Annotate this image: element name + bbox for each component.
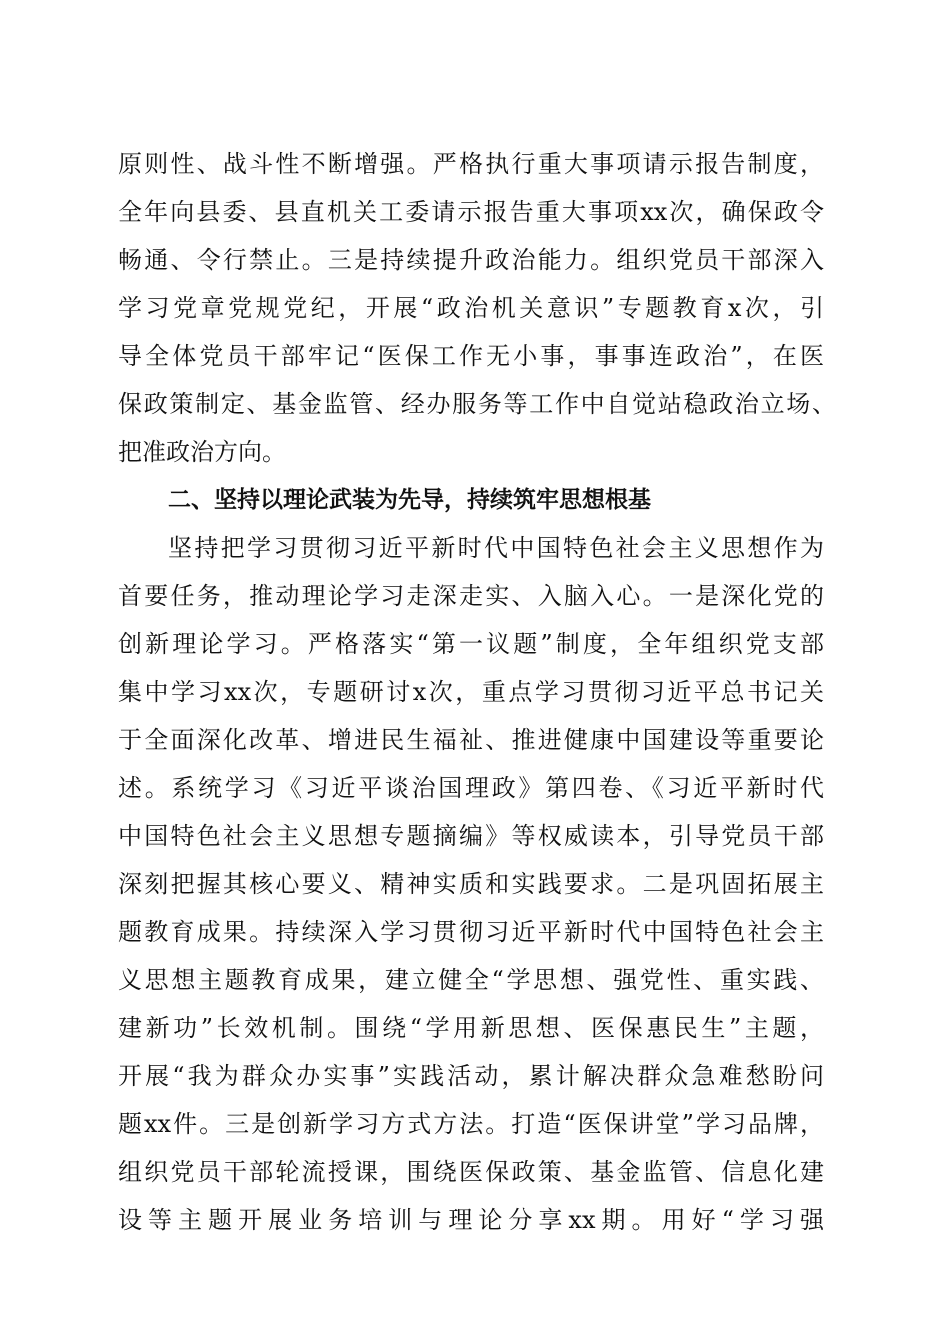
paragraph-line: 义思想主题教育成果，建立健全“学思想、强党性、重实践、 [118, 966, 824, 994]
paragraph-line: 设等主题开展业务培训与理论分享xx期。用好“学习强 [118, 1206, 824, 1234]
paragraph-line: 开展“我为群众办实事”实践活动，累计解决群众急难愁盼问 [118, 1062, 824, 1090]
paragraph-line: 深刻把握其核心要义、精神实质和实践要求。二是巩固拓展主 [118, 870, 824, 898]
paragraph-line: 述。系统学习《习近平谈治国理政》第四卷、《习近平新时代 [118, 774, 824, 802]
paragraph-line: 全年向县委、县直机关工委请示报告重大事项xx次，确保政令 [118, 198, 824, 226]
paragraph-line: 首要任务，推动理论学习走深走实、入脑入心。一是深化党的 [118, 582, 824, 610]
paragraph-line: 集中学习xx次，专题研讨x次，重点学习贯彻习近平总书记关 [118, 678, 824, 706]
paragraph-line: 于全面深化改革、增进民生福祉、推进健康中国建设等重要论 [118, 726, 824, 754]
paragraph-line: 学习党章党规党纪，开展“政治机关意识”专题教育x次，引 [118, 294, 824, 322]
paragraph-line: 保政策制定、基金监管、经办服务等工作中自觉站稳政治立场、 [118, 390, 836, 418]
paragraph-line: 原则性、战斗性不断增强。严格执行重大事项请示报告制度， [118, 150, 824, 178]
paragraph-line: 建新功”长效机制。围绕“学用新思想、医保惠民生”主题， [118, 1014, 824, 1042]
paragraph-line: 中国特色社会主义思想专题摘编》等权威读本，引导党员干部 [118, 822, 824, 850]
paragraph-line: 导全体党员干部牢记“医保工作无小事，事事连政治”，在医 [118, 342, 824, 370]
paragraph-line: 畅通、令行禁止。三是持续提升政治能力。组织党员干部深入 [118, 246, 824, 274]
paragraph-line: 把准政治方向。 [118, 438, 286, 466]
paragraph-line: 组织党员干部轮流授课，围绕医保政策、基金监管、信息化建 [118, 1158, 824, 1186]
paragraph-line: 题xx件。三是创新学习方式方法。打造“医保讲堂”学习品牌， [118, 1110, 824, 1138]
section-heading: 二、坚持以理论武装为先导，持续筑牢思想根基 [168, 487, 651, 513]
paragraph-line: 题教育成果。持续深入学习贯彻习近平新时代中国特色社会主 [118, 918, 824, 946]
paragraph-line: 创新理论学习。严格落实“第一议题”制度，全年组织党支部 [118, 630, 824, 658]
paragraph-line: 坚持把学习贯彻习近平新时代中国特色社会主义思想作为 [168, 534, 824, 562]
